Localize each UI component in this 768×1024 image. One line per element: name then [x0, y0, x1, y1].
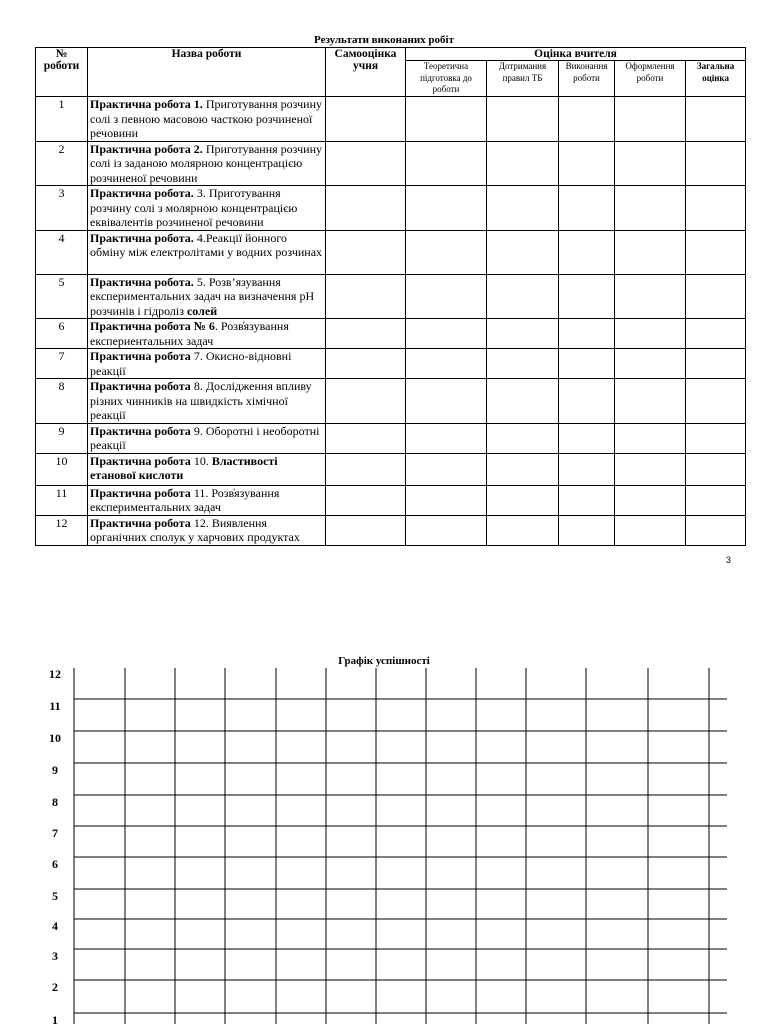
y-axis-label: 12: [49, 667, 61, 681]
chart-title: Графік успішності: [338, 655, 430, 667]
y-axis-label: 11: [49, 699, 61, 713]
work-name-part: 10.: [190, 453, 212, 468]
header-total: Загальна оцінка: [686, 61, 746, 97]
header-safety: Дотримання правил ТБ: [487, 61, 559, 97]
work-name-part: Властивості етанової кислоти: [90, 453, 278, 482]
work-name-part: Практична робота.: [90, 186, 194, 200]
work-name-part: 11. Розв҆язування експериментальних задач: [90, 485, 280, 514]
work-name-part: Практична робота: [90, 515, 191, 530]
y-axis-label: 3: [52, 949, 58, 963]
header-name: Назва роботи: [88, 48, 326, 97]
work-name-part: 4.Реакції йонного обміну між електролітами у водних розчинах: [90, 230, 323, 259]
y-axis-label: 10: [49, 731, 61, 745]
y-axis-label: 9: [52, 763, 58, 777]
y-axis-label: 5: [52, 889, 58, 903]
header-theory: Теоретична підготовка до роботи: [406, 61, 487, 97]
work-name-part: солей: [186, 303, 218, 318]
work-name-part: 3. Приготування розчину солі з молярною концентрацією еквівалентів розчиненої речовини: [90, 186, 298, 229]
work-name-part: Приготування розчину солі із заданою молярною концентрацією розчиненої речовини: [90, 141, 323, 185]
header-formatting: Оформлення роботи: [615, 61, 686, 97]
row-number: 4: [36, 230, 88, 274]
y-axis-label: 1: [52, 1013, 58, 1024]
y-axis-label: 2: [52, 980, 58, 994]
work-name-part: Практична робота: [90, 453, 191, 468]
work-name-part: Практична робота: [90, 349, 191, 363]
row-number: 12: [36, 515, 88, 545]
row-number: 9: [36, 423, 88, 453]
work-name-part: 12. Виявлення органічних сполук у харчових продуктах: [90, 515, 300, 544]
work-name-part: Практична робота № 6: [90, 319, 215, 333]
work-name-part: 5. Розв’язування експериментальних задач на визначення pH розчинів і гідроліз: [90, 274, 315, 318]
row-number: 11: [36, 485, 88, 515]
y-axis-label: 4: [52, 919, 58, 933]
work-name-part: Практична робота: [90, 379, 191, 393]
header-self-assessment: Самооцінка учня: [326, 48, 406, 97]
work-name-part: . Розв҆язування експериентальних задач: [90, 319, 289, 348]
row-number: 8: [36, 379, 88, 424]
work-name-part: 7. Окисно-відновні реакції: [90, 349, 292, 378]
work-name-part: Практична робота: [90, 423, 191, 438]
work-name-part: Практична робота 2.: [90, 141, 203, 156]
row-number: 5: [36, 274, 88, 319]
y-axis-label: 7: [52, 826, 58, 840]
row-number: 7: [36, 349, 88, 379]
work-name-part: Приготування розчину солі з певною масовою часткою розчиненої речовини: [90, 97, 323, 140]
work-name-part: 9. Оборотні і необоротні реакції: [90, 423, 320, 452]
row-number: 1: [36, 97, 88, 142]
header-teacher-assessment: Оцінка вчителя: [406, 48, 746, 61]
row-number: 6: [36, 319, 88, 349]
work-name-part: Практична робота: [90, 485, 191, 500]
row-number: 10: [36, 453, 88, 485]
work-name-part: 8. Дослідження впливу різних чинників на швидкість хімічної реакції: [90, 379, 312, 422]
page-number: 3: [726, 555, 732, 565]
header-num: № роботи: [36, 48, 88, 97]
results-title: Результати виконаних робіт: [314, 34, 454, 46]
row-number: 3: [36, 186, 88, 231]
y-axis-label: 8: [52, 795, 58, 809]
y-axis-label: 6: [52, 857, 58, 871]
header-execution: Виконання роботи: [559, 61, 615, 97]
work-name-part: Практична робота.: [90, 230, 194, 245]
work-name-part: Практична робота.: [90, 274, 194, 289]
work-name-part: Практична робота 1.: [90, 97, 203, 111]
row-number: 2: [36, 141, 88, 186]
